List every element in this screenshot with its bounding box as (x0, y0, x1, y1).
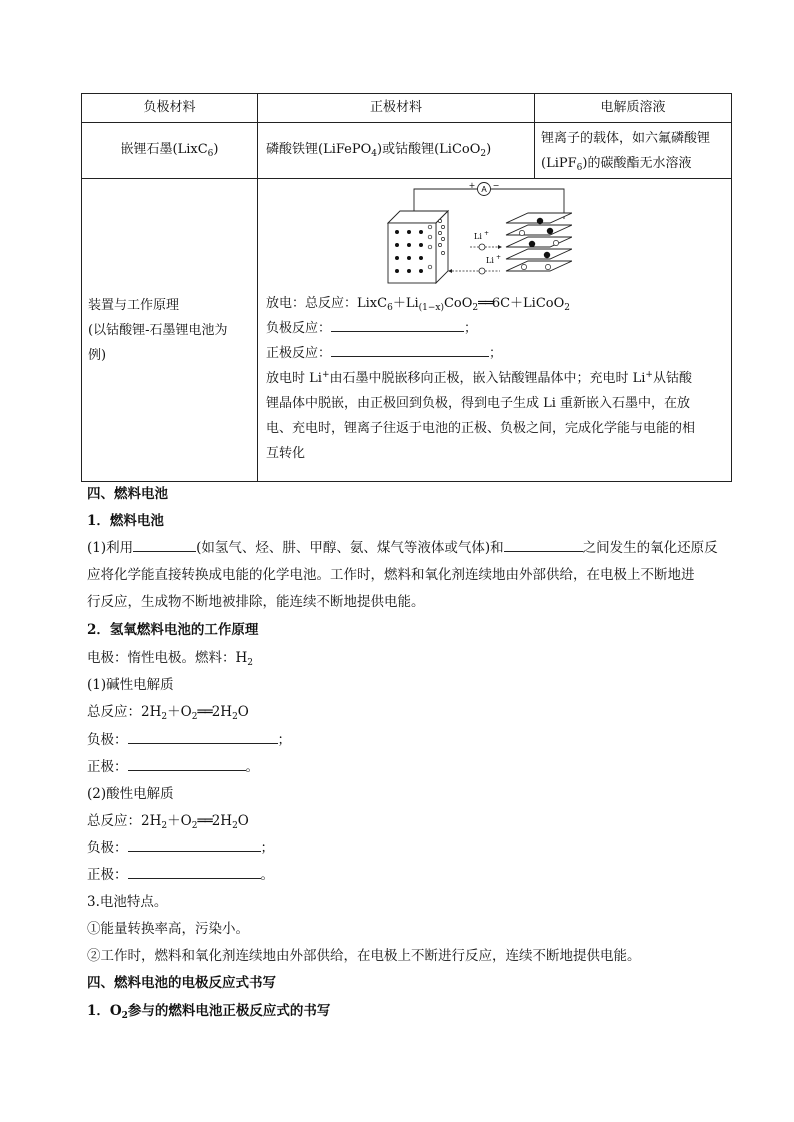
principle-explanation: 放电时 Li+由石墨中脱嵌移向正极，嵌入钴酸锂晶体中；充电时 Li+从钴酸 锂晶体中脱嵌，由正极回到负极，得到电子生成 Li 重新嵌入石墨中，在放 电、充电时，锂离子往返于电池的正极、负极之间，完成化学能与电能的相 互转化 (266, 370, 696, 461)
fuel-cell-definition: (1)利用 (如氢气、烃、肼、甲醇、氨、煤气等液体或气体)和 之间发生的氧化还原反 应将化学能直接转换成电能的化学电池。工作时，燃料和氧化剂连续地由外部供给，在电极上不断地进 行反应，生成物不断地被排除，能连续不断地提供电能。 (87, 535, 731, 616)
negative-reaction-blank[interactable] (331, 316, 464, 332)
fuel-blank[interactable] (133, 536, 196, 552)
principle-content-cell (258, 179, 732, 482)
subsection-o2-positive-title: 1．$O_2$参与的燃料电池正极反应式的书写 (87, 1003, 331, 1021)
graphite-electrode (388, 211, 448, 283)
acidic-negative-line: 负极： ； (87, 835, 727, 862)
svg-text:+: + (496, 254, 502, 261)
positive-material-cell: 磷酸铁锂(LiFePO$_4$)或钴酸锂(LiCoO$_2$) (258, 123, 535, 179)
electrolyte-cell: 锂离子的载体，如六氟磷酸锂 (LiPF$_6$)的碳酸酯无水溶液 (535, 123, 732, 179)
alkaline-title: (1)碱性电解质 (87, 677, 174, 693)
negative-reaction-line: 负极反应： ； (266, 316, 725, 341)
discharge-total-reaction: 放电：总反应：$LixC_6+Li_{(1-x)}CoO_2══6C+LiCoO_2$ (266, 296, 570, 313)
features-title: 3.电池特点。 (87, 894, 168, 910)
acidic-total-reaction: 总反应：$2H_2+O_2══2H_2O$ (87, 813, 249, 831)
oxidant-blank[interactable] (504, 536, 583, 552)
header-electrolyte: 电解质溶液 (535, 94, 732, 123)
table-row-materials (82, 123, 732, 179)
table-row-principle (82, 179, 732, 482)
positive-reaction-line: 正极反应： ； (266, 341, 725, 366)
alkaline-negative-blank[interactable] (128, 728, 278, 744)
battery-table (81, 93, 732, 482)
feature-item-1: ①能量转换率高，污染小。 (87, 921, 249, 937)
positive-reaction-blank[interactable] (331, 341, 489, 357)
alkaline-positive-blank[interactable] (128, 755, 246, 771)
electrode-fuel-line: 电极：惰性电极。燃料：$H_2$ (87, 650, 254, 668)
svg-text:+: + (468, 181, 476, 190)
acidic-title: (2)酸性电解质 (87, 786, 174, 802)
acidic-positive-blank[interactable] (128, 863, 261, 879)
alkaline-negative-line: 负极： ； (87, 727, 727, 754)
svg-text:A: A (481, 185, 487, 194)
section-electrode-equation-title: 四、燃料电池的电极反应式书写 (87, 975, 276, 991)
header-positive-material: 正极材料 (258, 94, 535, 123)
subsection-hydrogen-oxygen-title: 2．氢氧燃料电池的工作原理 (87, 622, 259, 638)
lithium-battery-diagram (382, 181, 572, 291)
svg-text:+: + (484, 230, 490, 237)
alkaline-positive-line: 正极： 。 (87, 754, 727, 781)
alkaline-total-reaction: 总反应：$2H_2+O_2══2H_2O$ (87, 704, 249, 722)
svg-text:Li: Li (486, 256, 494, 265)
section-fuel-cell-title: 四、燃料电池 (87, 486, 168, 502)
feature-item-2: ②工作时，燃料和氧化剂连续地由外部供给，在电极上不断进行反应，连续不断地提供电能。 (87, 948, 641, 964)
svg-text:−: − (492, 181, 500, 190)
acidic-negative-blank[interactable] (128, 836, 261, 852)
acidic-positive-line: 正极： 。 (87, 862, 727, 889)
subsection-fuel-cell-title: 1．燃料电池 (87, 513, 164, 529)
svg-text:Li: Li (474, 232, 482, 241)
principle-label-cell: 装置与工作原理 (以钴酸锂-石墨锂电池为 例) (82, 179, 258, 482)
header-negative-material: 负极材料 (82, 94, 258, 123)
negative-material-cell: 嵌锂石墨(LixC$_6$) (82, 123, 258, 179)
table-header-row (82, 94, 732, 123)
